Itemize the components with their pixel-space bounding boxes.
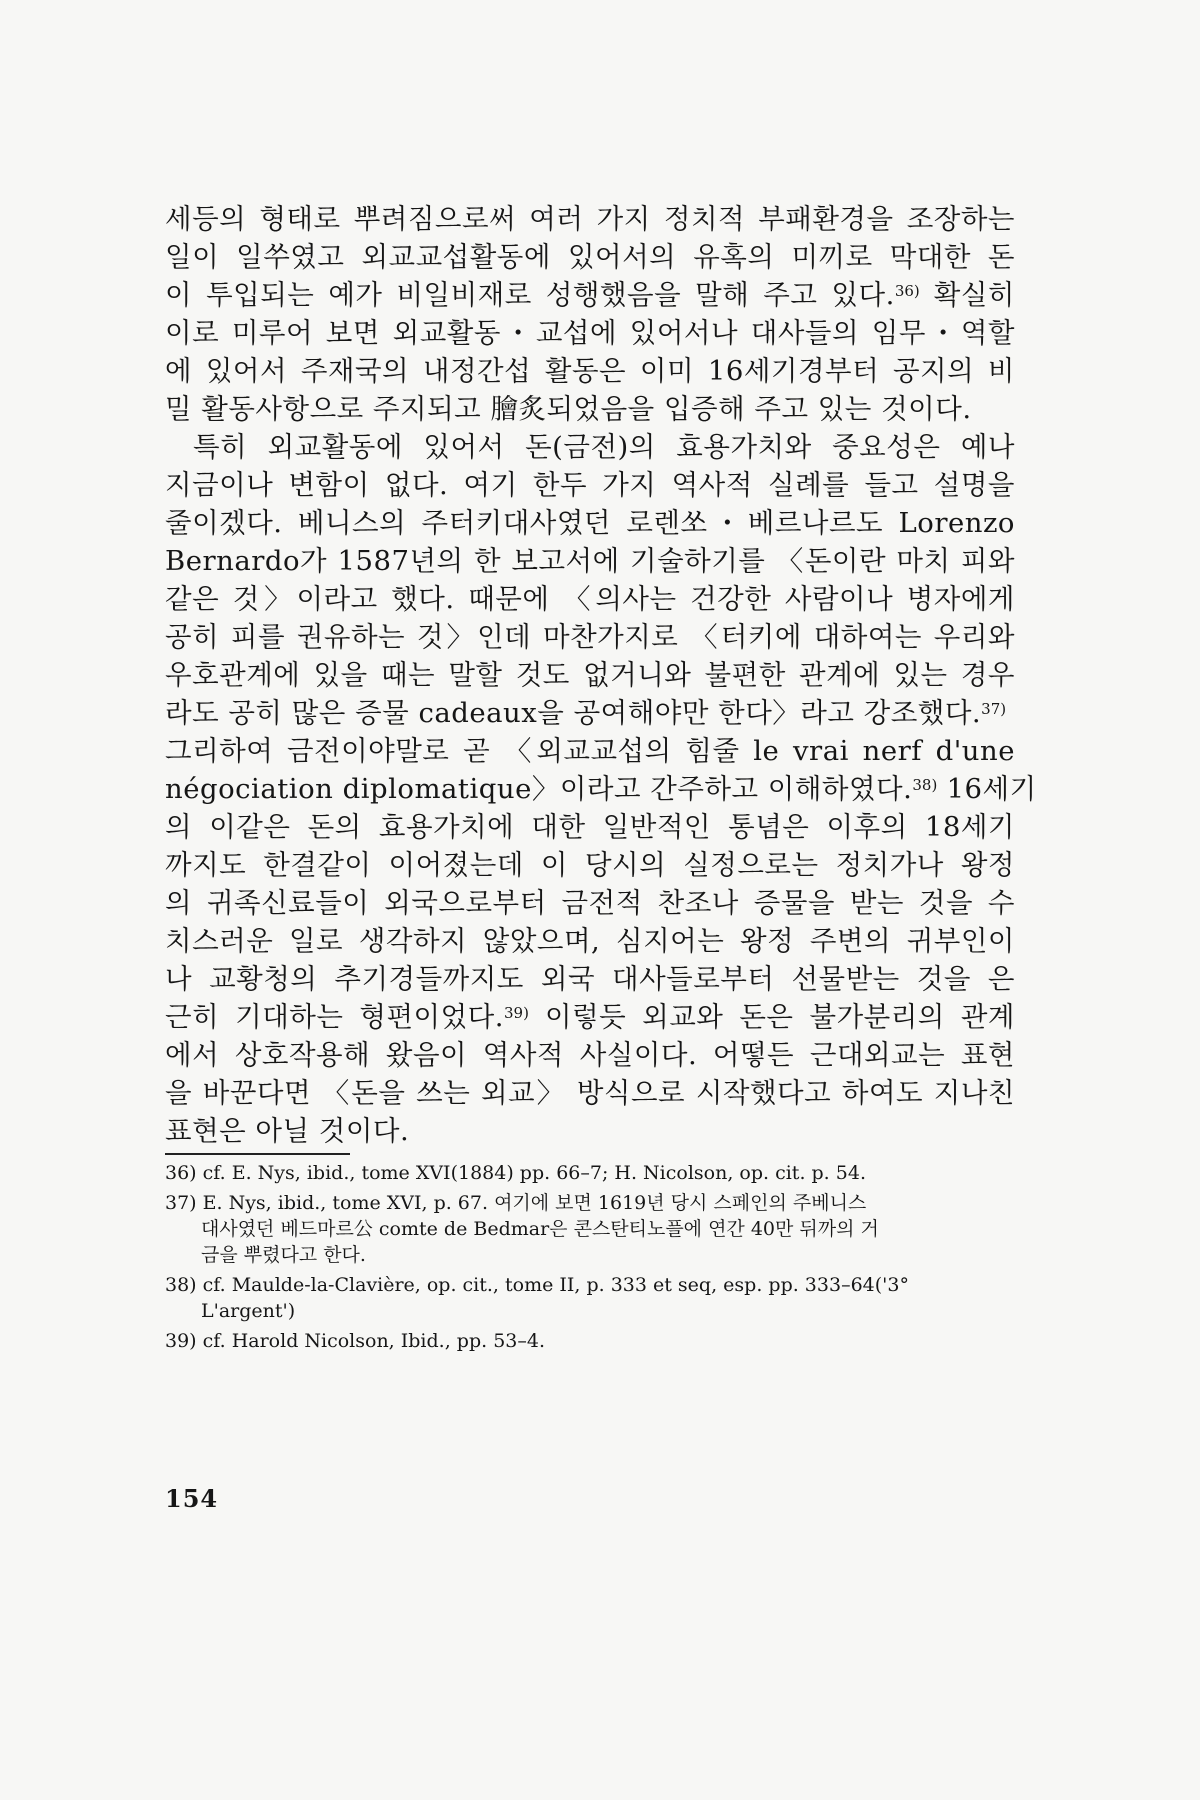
footnote-39: 39) cf. Harold Nicolson, Ibid., pp. 53–4. xyxy=(165,1330,545,1352)
body-line-text: 나 교황청의 추기경들까지도 외국 대사들로부터 선물받는 것을 은 xyxy=(165,963,1015,995)
body-line-25 xyxy=(165,1112,1015,1150)
footnote-ref-37: 37) xyxy=(981,700,1007,718)
body-line-text: 줄이겠다. 베니스의 주터키대사였던 로렌쏘・베르나르도 Lorenzo xyxy=(165,507,1015,539)
body-line-text: 그리하여 금전이야말로 곧 〈외교교섭의 힘줄 le vrai nerf d'une xyxy=(165,735,1015,767)
body-line-15 xyxy=(165,732,1015,770)
body-line-text: 을 바꾼다면 〈돈을 쓰는 외교〉 방식으로 시작했다고 하여도 지나친 xyxy=(165,1077,1015,1109)
footnote-divider xyxy=(165,1153,350,1155)
body-line-23 xyxy=(165,1036,1015,1074)
body-line-1 xyxy=(165,200,1015,238)
body-line-19 xyxy=(165,884,1015,922)
body-line-2 xyxy=(165,238,1015,276)
body-line-22 xyxy=(165,998,1015,1036)
footnote-37: 37) E. Nys, ibid., tome XVI, p. 67. 여기에 보면 1619년 당시 스페인의 주베니스 xyxy=(165,1192,867,1214)
body-line-text: 우호관계에 있을 때는 말할 것도 없거니와 불편한 관계에 있는 경우 xyxy=(165,659,1015,691)
footnote-ref-36: 36) xyxy=(894,282,920,300)
body-line-17 xyxy=(165,808,1015,846)
body-line-text: 같은 것〉이라고 했다. 때문에 〈의사는 건강한 사람이나 병자에게 xyxy=(165,583,1015,615)
footnote-ref-39: 39) xyxy=(503,1004,529,1022)
body-line-text: 이로 미루어 보면 외교활동・교섭에 있어서나 대사들의 임무・역할 xyxy=(165,317,1015,349)
body-line-text: 근히 기대하는 형편이었다. xyxy=(165,1001,504,1033)
body-line-6 xyxy=(165,390,1015,428)
body-line-text: 확실히 xyxy=(933,279,1015,311)
body-line-18 xyxy=(165,846,1015,884)
body-line-text: 밀 활동사항으로 주지되고 膾炙되었음을 입증해 주고 있는 것이다. xyxy=(165,393,972,425)
body-line-4 xyxy=(165,314,1015,352)
body-line-text: 이렇듯 외교와 돈은 불가분리의 관계 xyxy=(544,1001,1015,1033)
body-line-11 xyxy=(165,580,1015,618)
body-line-text: 까지도 한결같이 이어졌는데 이 당시의 실정으로는 정치가나 왕정 xyxy=(165,849,1015,881)
body-line-text: 에 있어서 주재국의 내정간섭 활동은 이미 16세기경부터 공지의 비 xyxy=(165,355,1015,387)
page-number: 154 xyxy=(165,1484,219,1513)
body-line-9 xyxy=(165,504,1015,542)
body-line-16 xyxy=(165,770,1037,808)
body-line-text: 에서 상호작용해 왔음이 역사적 사실이다. 어떻든 근대외교는 표현 xyxy=(165,1039,1015,1071)
body-line-12 xyxy=(165,618,1015,656)
body-line-21 xyxy=(165,960,1015,998)
body-line-text: 세등의 형태로 뿌려짐으로써 여러 가지 정치적 부패환경을 조장하는 xyxy=(165,203,1015,235)
body-line-text: négociation diplomatique〉이라고 간주하고 이해하였다. xyxy=(165,773,913,805)
body-line-text: 공히 피를 권유하는 것〉인데 마찬가지로 〈터키에 대하여는 우리와 xyxy=(165,621,1015,653)
body-line-text: 의 이같은 돈의 효용가치에 대한 일반적인 통념은 이후의 18세기 xyxy=(165,811,1015,843)
body-line-text: 이 투입되는 예가 비일비재로 성행했음을 말해 주고 있다. xyxy=(165,279,895,311)
footnote-38: 38) cf. Maulde-la-Clavière, op. cit., tome II, p. 333 et seq, esp. pp. 333–64('3° xyxy=(165,1274,909,1296)
body-line-text: 16세기 xyxy=(946,773,1037,805)
footnote-38-cont: L'argent') xyxy=(201,1300,296,1322)
body-line-7 xyxy=(165,428,1015,466)
footnote-37-cont: 대사였던 베드마르公 comte de Bedmar은 콘스탄티노플에 연간 40만 뒤까의 거 xyxy=(201,1218,879,1240)
body-line-text: 표현은 아닐 것이다. xyxy=(165,1115,410,1147)
footnote-36: 36) cf. E. Nys, ibid., tome XVI(1884) pp. 66–7; H. Nicolson, op. cit. p. 54. xyxy=(165,1162,866,1184)
body-line-text: 지금이나 변함이 없다. 여기 한두 가지 역사적 실례를 들고 설명을 xyxy=(165,469,1015,501)
body-line-text: 일이 일쑤였고 외교교섭활동에 있어서의 유혹의 미끼로 막대한 돈 xyxy=(165,241,1015,273)
body-line-8 xyxy=(165,466,1015,504)
body-line-3 xyxy=(165,276,1015,314)
body-line-24 xyxy=(165,1074,1015,1112)
body-line-20 xyxy=(165,922,1015,960)
body-line-text: 특히 외교활동에 있어서 돈(금전)의 효용가치와 중요성은 예나 xyxy=(193,431,1015,463)
body-line-5 xyxy=(165,352,1015,390)
body-line-text: 라도 공히 많은 증물 cadeaux을 공여해야만 한다〉라고 강조했다. xyxy=(165,697,982,729)
body-line-text: Bernardo가 1587년의 한 보고서에 기술하기를 〈돈이란 마치 피와 xyxy=(165,545,1015,577)
body-line-text: 치스러운 일로 생각하지 않았으며, 심지어는 왕정 주변의 귀부인이 xyxy=(165,925,1015,957)
footnote-37-cont: 금을 뿌렸다고 한다. xyxy=(201,1244,366,1266)
body-line-text: 의 귀족신료들이 외국으로부터 금전적 찬조나 증물을 받는 것을 수 xyxy=(165,887,1015,919)
footnote-ref-38: 38) xyxy=(912,776,938,794)
body-line-10 xyxy=(165,542,1015,580)
body-line-14 xyxy=(165,694,1015,732)
body-line-13 xyxy=(165,656,1015,694)
